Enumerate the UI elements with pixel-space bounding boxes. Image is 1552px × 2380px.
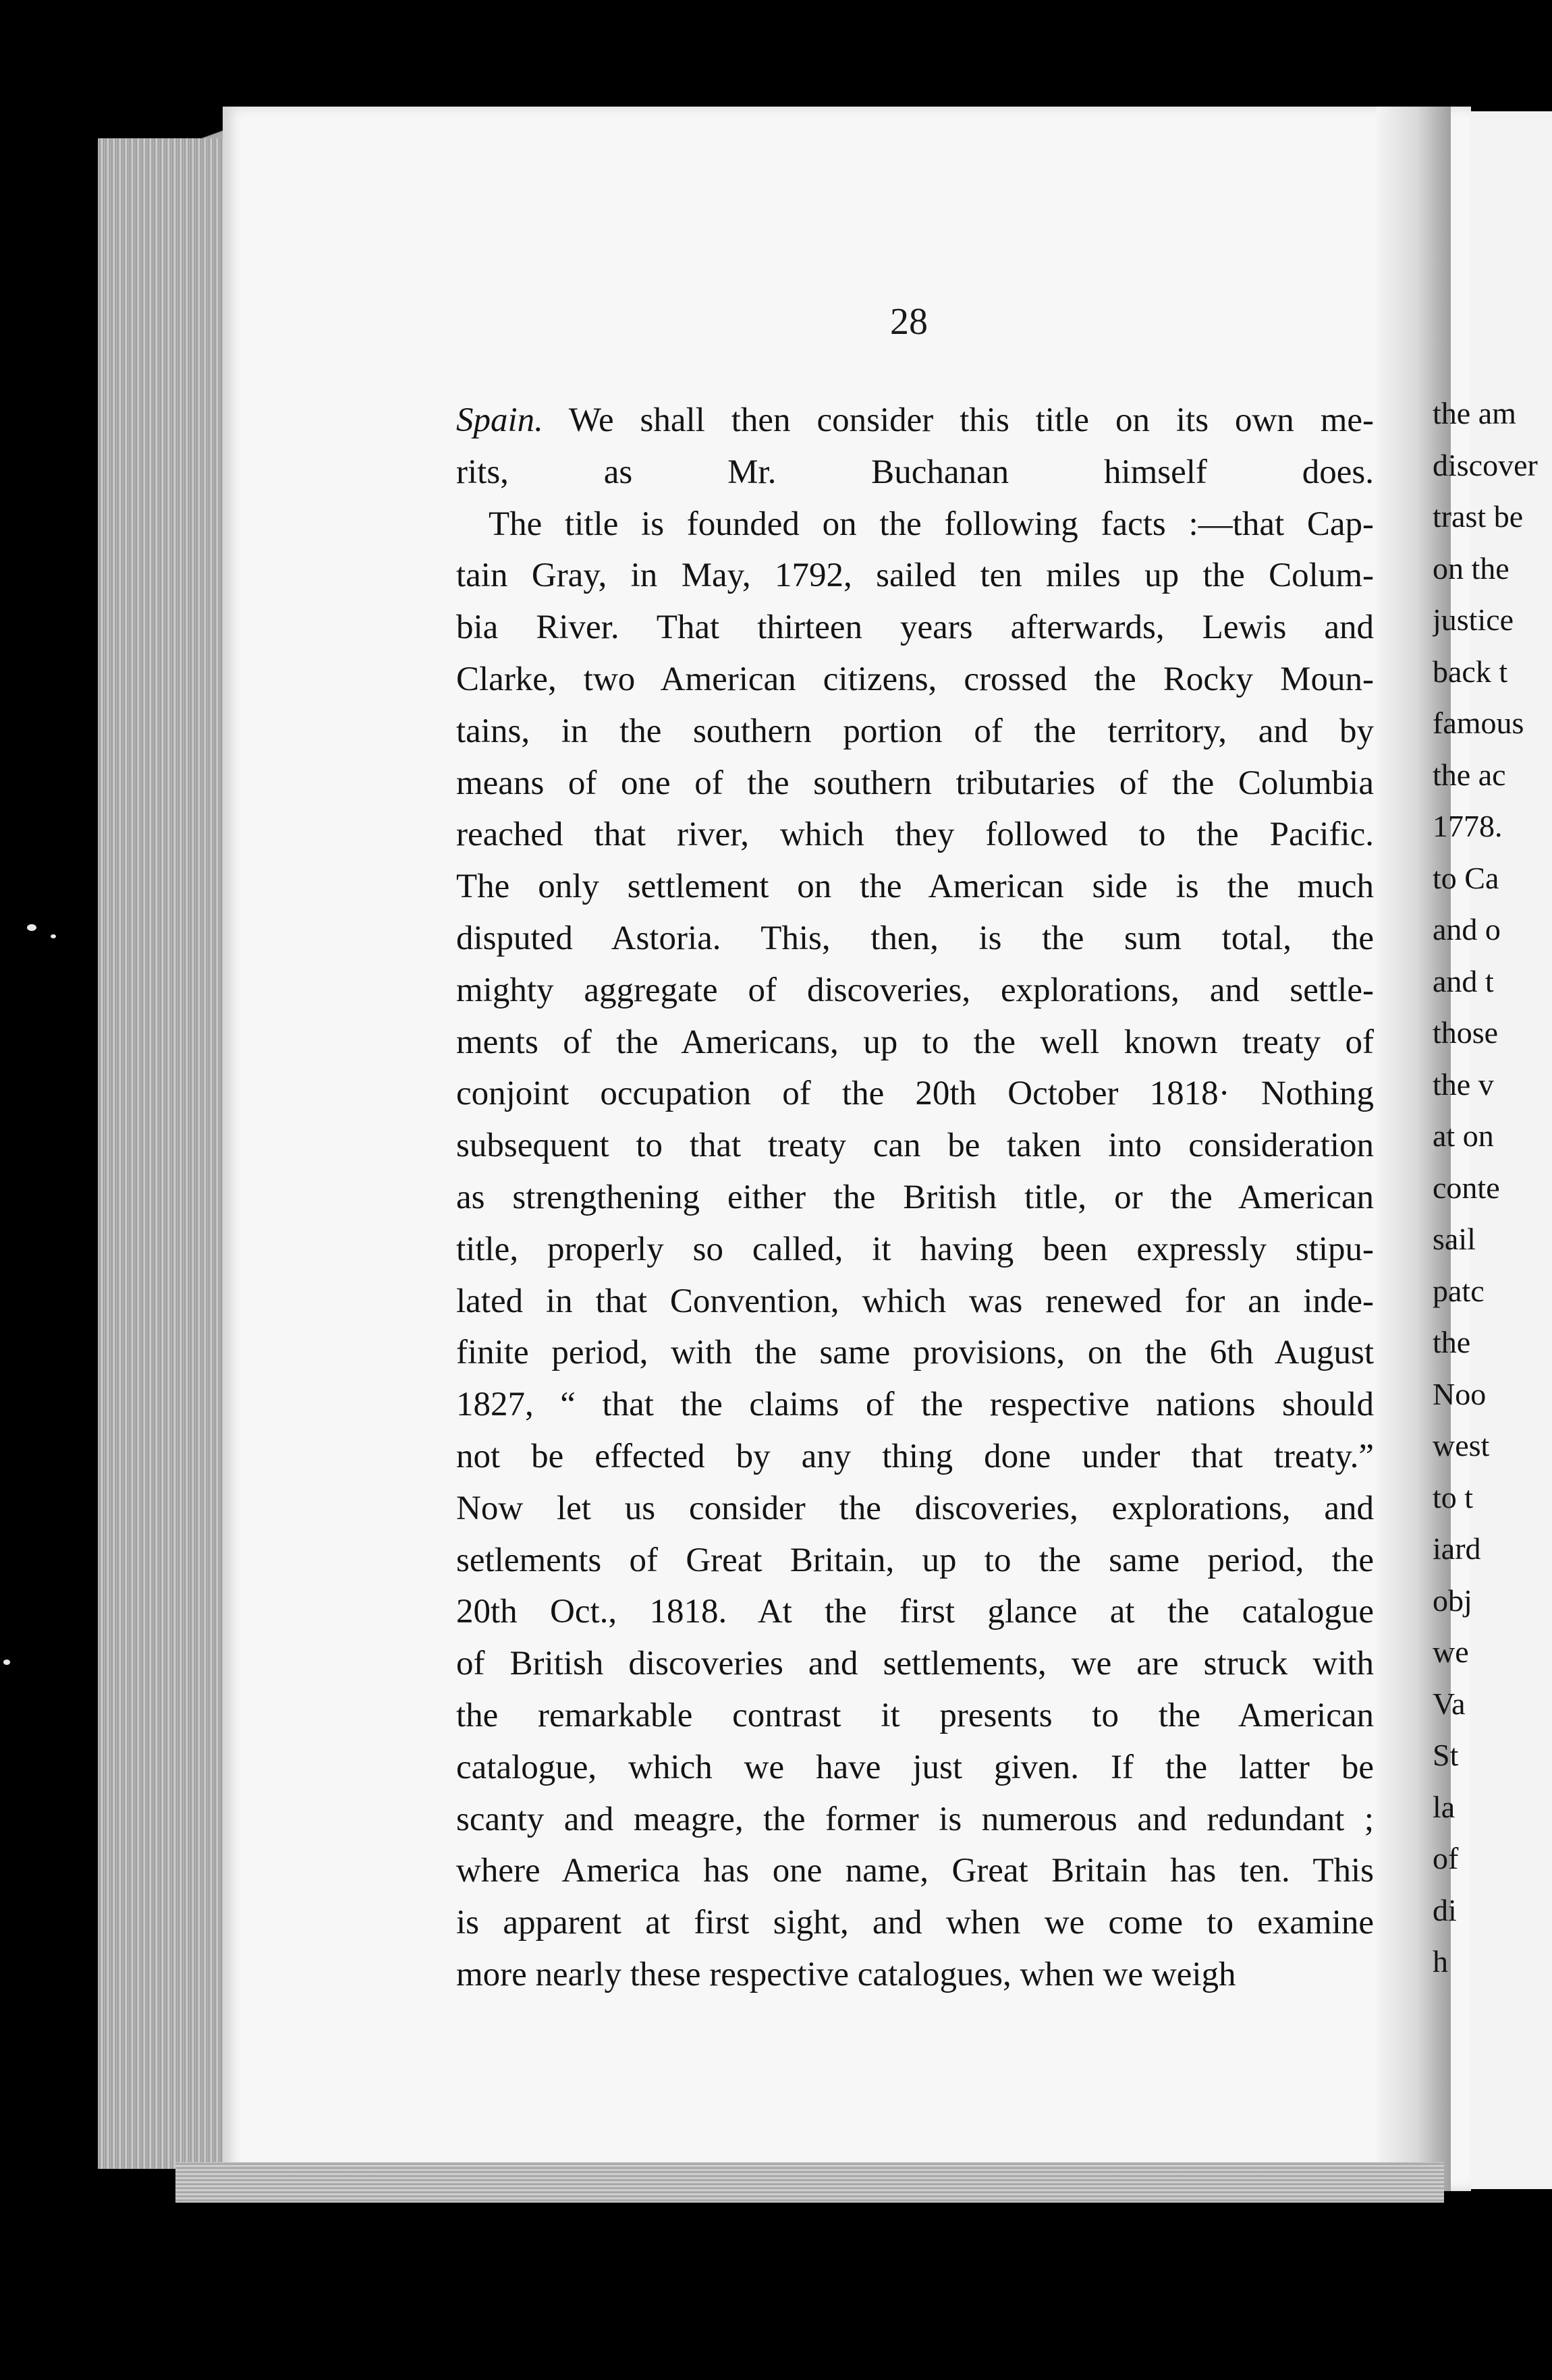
text-line-content: bia River. That thirteen years afterwards, Lewis and xyxy=(456,608,1374,647)
facing-page-fragment: to Ca xyxy=(1433,860,1499,895)
facing-page-text-fragments xyxy=(1433,388,1552,1988)
facing-page-fragment: conte xyxy=(1433,1170,1500,1205)
text-line xyxy=(456,447,1374,499)
text-line-content: Now let us consider the discoveries, explorations, and xyxy=(456,1489,1374,1527)
facing-page-fragment: and o xyxy=(1433,912,1501,946)
page-body-text xyxy=(456,395,1374,2001)
facing-page-fragment: trast be xyxy=(1433,499,1524,534)
text-line-content: scanty and meagre, the former is numerous and redundant ; xyxy=(456,1800,1374,1838)
facing-page-fragment: St xyxy=(1433,1738,1459,1772)
text-line-content: disputed Astoria. This, then, is the sum total, the xyxy=(456,919,1374,957)
text-line-content: The only settlement on the American side is the much xyxy=(456,868,1374,906)
text-line-content: tain Gray, in May, 1792, sailed ten miles up the Colum- xyxy=(456,557,1374,595)
text-line xyxy=(456,1017,1374,1069)
text-line-content: rits, as Mr. Buchanan himself does. xyxy=(456,453,1374,491)
text-line xyxy=(456,1690,1374,1742)
text-line xyxy=(456,1431,1374,1483)
facing-page-fragment: Noo xyxy=(1433,1376,1487,1411)
text-line xyxy=(456,395,1374,447)
page-number: 28 xyxy=(890,301,928,343)
text-line-content: ments of the Americans, up to the well known treaty of xyxy=(456,1023,1374,1061)
text-line-lead: Spain. xyxy=(456,401,543,439)
text-line xyxy=(456,550,1374,602)
text-line xyxy=(456,1276,1374,1328)
text-line xyxy=(456,809,1374,861)
facing-page-fragment: and t xyxy=(1433,963,1494,998)
text-line-content: the remarkable contrast it presents to the American xyxy=(456,1696,1374,1734)
text-line-content: title, properly so called, it having been expressly stipu- xyxy=(456,1230,1374,1268)
facing-page-fragment: di xyxy=(1433,1892,1457,1927)
text-line xyxy=(456,499,1374,550)
facing-page-fragment: la xyxy=(1433,1789,1456,1824)
text-line xyxy=(456,758,1374,810)
text-line-content: reached that river, which they followed to the Pacific. xyxy=(456,816,1374,854)
facing-page-fragment: those xyxy=(1433,1015,1499,1050)
text-line-content: finite period, with the same provisions, on the 6th August xyxy=(456,1334,1374,1372)
text-line xyxy=(456,1120,1374,1172)
text-line-content: of British discoveries and settlements, we are struck with xyxy=(456,1645,1374,1683)
facing-page-fragment: famous xyxy=(1433,706,1524,740)
text-line xyxy=(456,861,1374,913)
facing-page-fragment: the ac xyxy=(1433,757,1506,792)
facing-page-fragment: on the xyxy=(1433,550,1509,586)
text-line xyxy=(456,602,1374,654)
facing-page-fragment: west xyxy=(1433,1428,1490,1463)
text-line xyxy=(456,1379,1374,1431)
facing-page-fragment: 1778. xyxy=(1433,809,1503,843)
text-line xyxy=(456,706,1374,758)
text-line xyxy=(456,913,1374,965)
text-line xyxy=(456,1897,1374,1949)
facing-page-fragment: iard xyxy=(1433,1531,1481,1566)
text-line-content: 1827, “ that the claims of the respective nations should xyxy=(456,1386,1374,1424)
facing-page-fragment: the am xyxy=(1433,396,1516,430)
text-line xyxy=(456,654,1374,706)
facing-page-fragment: Va xyxy=(1433,1686,1466,1721)
text-line-content: 20th Oct., 1818. At the first glance at the catalogue xyxy=(456,1593,1374,1631)
text-line xyxy=(456,965,1374,1017)
text-line xyxy=(456,1535,1374,1587)
text-line-content: is apparent at first sight, and when we come to examine xyxy=(456,1904,1374,1942)
page-stack-edge xyxy=(98,138,226,2169)
scan-speck xyxy=(27,924,36,931)
text-line xyxy=(456,1586,1374,1638)
text-line-content: as strengthening either the British title, or the American xyxy=(456,1178,1374,1216)
text-line-content: We shall then consider this title on its own me- xyxy=(568,401,1374,439)
facing-page-fragment: sail xyxy=(1433,1222,1476,1256)
text-line-content: where America has one name, Great Britain has ten. This xyxy=(456,1852,1374,1890)
facing-page-fragment: we xyxy=(1433,1635,1469,1669)
facing-page-fragment: to t xyxy=(1433,1479,1474,1514)
scan-speck xyxy=(51,934,56,938)
text-line-content: tains, in the southern portion of the territory, and by xyxy=(456,712,1374,750)
facing-page-fragment: justice xyxy=(1433,602,1514,637)
facing-page-fragment: at on xyxy=(1433,1118,1494,1153)
text-line xyxy=(456,1172,1374,1224)
text-line-content: means of one of the southern tributaries of the Columbia xyxy=(456,764,1374,802)
facing-page-fragment: the v xyxy=(1433,1067,1494,1102)
text-line xyxy=(456,1224,1374,1276)
text-line xyxy=(456,1742,1374,1794)
text-line-content: conjoint occupation of the 20th October 1818· Nothing xyxy=(456,1075,1374,1113)
text-line-content: lated in that Convention, which was renewed for an inde- xyxy=(456,1282,1374,1320)
facing-page-fragment: back t xyxy=(1433,654,1508,689)
text-line-content: subsequent to that treaty can be taken into consideration xyxy=(456,1127,1374,1165)
text-line-content: mighty aggregate of discoveries, explorations, and settle- xyxy=(456,971,1374,1009)
scan-speck xyxy=(3,1660,10,1665)
text-line xyxy=(456,1794,1374,1846)
facing-page-fragment: of xyxy=(1433,1841,1459,1875)
text-line xyxy=(456,1638,1374,1690)
text-line xyxy=(456,1068,1374,1120)
facing-page-fragment: h xyxy=(1433,1944,1448,1979)
text-line xyxy=(456,1483,1374,1535)
text-line xyxy=(456,1327,1374,1379)
facing-page-fragment: patc xyxy=(1433,1273,1485,1308)
page-bottom-edge xyxy=(175,2162,1444,2203)
text-line-content: catalogue, which we have just given. If the latter be xyxy=(456,1748,1374,1786)
text-line xyxy=(456,1845,1374,1897)
facing-page-fragment: the xyxy=(1433,1325,1471,1359)
facing-page-fragment: obj xyxy=(1433,1583,1472,1618)
text-line-content: The title is founded on the following facts :—that Cap- xyxy=(489,505,1374,543)
text-line xyxy=(456,1949,1374,2001)
text-line-content: not be effected by any thing done under that treaty.” xyxy=(456,1437,1374,1475)
text-line-content: Clarke, two American citizens, crossed the Rocky Moun- xyxy=(456,660,1374,698)
facing-page-fragment: discover xyxy=(1433,447,1538,482)
text-line-content: more nearly these respective catalogues, when we weigh xyxy=(456,1955,1236,1993)
text-line-content: setlements of Great Britain, up to the same period, the xyxy=(456,1541,1374,1579)
